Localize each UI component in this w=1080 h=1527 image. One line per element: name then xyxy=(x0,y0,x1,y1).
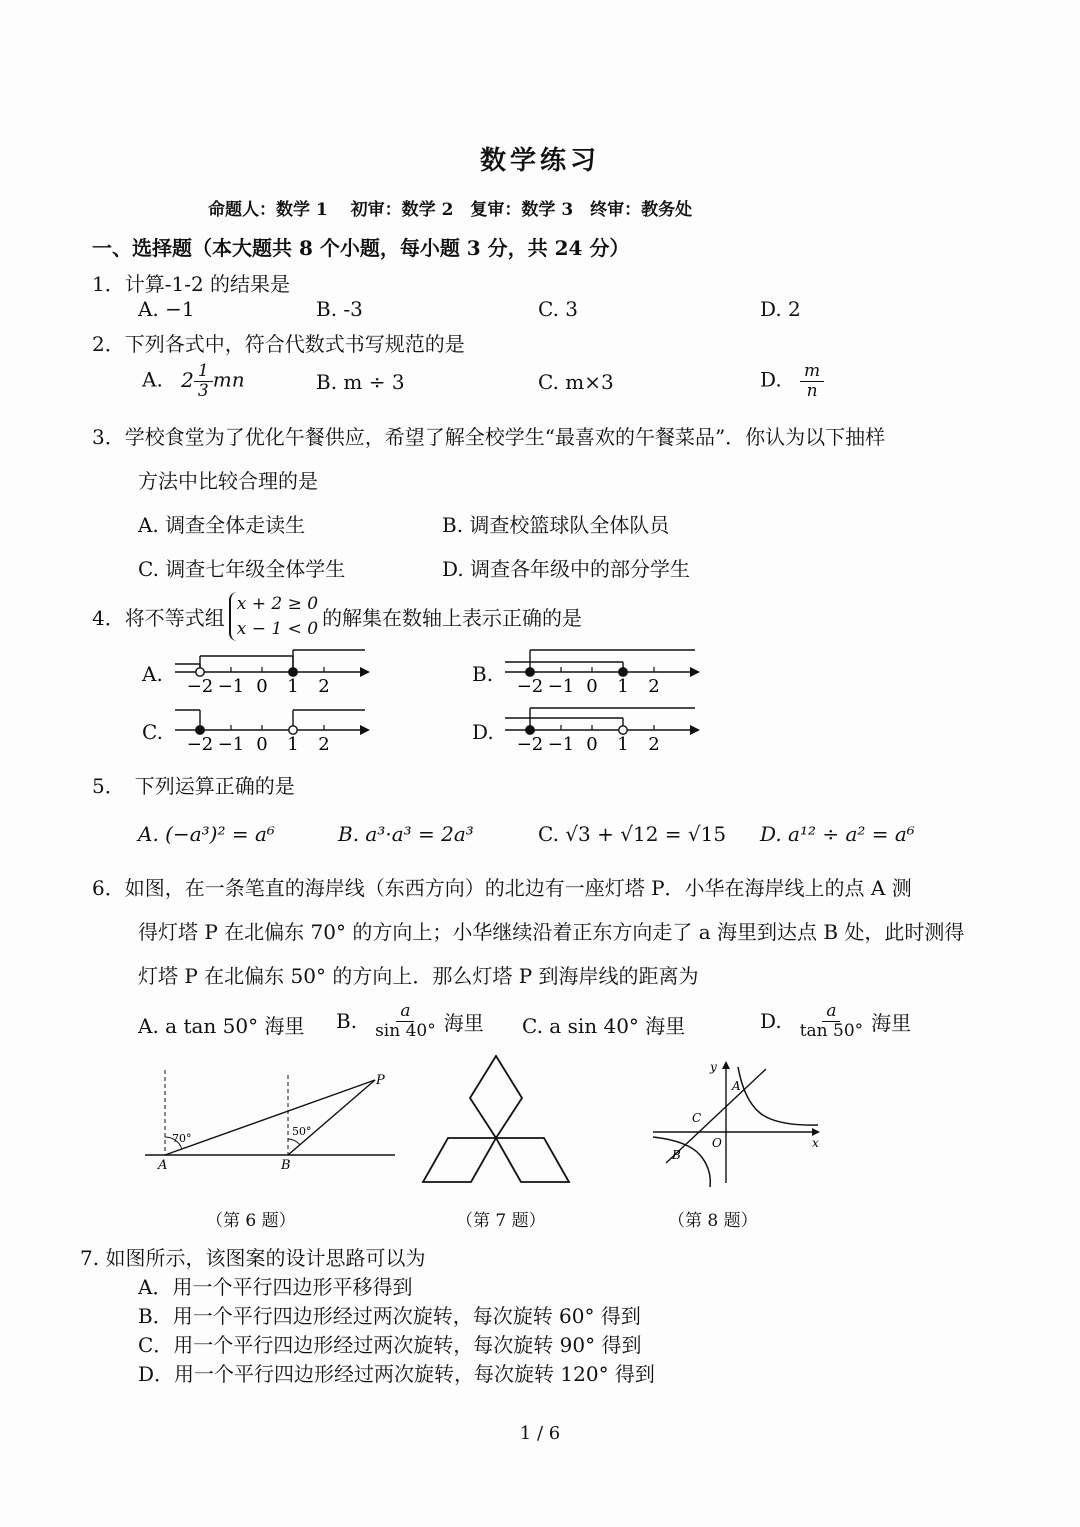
page-title: 数学练习 xyxy=(479,146,600,176)
q4d-tick-label: 1 xyxy=(617,734,629,755)
q4-option-a-label: A. xyxy=(142,662,163,686)
q4c-tick-label: −2 xyxy=(186,734,214,755)
q6-stem-line1: 6．如图，在一条笔直的海岸线（东西方向）的北边有一座灯塔 P．小华在海岸线上的点 A 测 xyxy=(92,876,912,900)
q7-option-d: D．用一个平行四边形经过两次旋转，每次旋转 120° 得到 xyxy=(138,1362,655,1386)
fig8-point-b: B xyxy=(672,1148,681,1162)
q3-stem-line2: 方法中比较合理的是 xyxy=(138,469,318,493)
q4-stem-suffix: 的解集在数轴上表示正确的是 xyxy=(322,606,583,631)
q4d-tick-label: −2 xyxy=(516,734,544,755)
q6-option-c: C. a sin 40° 海里 xyxy=(522,1014,686,1038)
q4b-endpoint xyxy=(619,668,627,676)
q5-stem: 5． 下列运算正确的是 xyxy=(92,774,295,798)
q5-option-b: B. a³·a³ = 2a³ xyxy=(338,822,474,846)
fig8-point-c: C xyxy=(692,1111,702,1125)
q6-d-num: a xyxy=(822,1002,840,1022)
q4c-arrow xyxy=(360,725,370,735)
q2-a-label: A. xyxy=(142,367,163,392)
q3-option-d: D. 调查各年级中的部分学生 xyxy=(442,557,691,581)
q6-b-num: a xyxy=(396,1002,414,1022)
q4d-endpoint xyxy=(526,726,534,734)
q6-b-den: sin 40° xyxy=(375,1020,436,1041)
section-heading: 一、选择题（本大题共 8 个小题，每小题 3 分，共 24 分） xyxy=(92,236,630,260)
q4-numberline-c xyxy=(170,698,380,760)
fig8-y-label: y xyxy=(710,1060,717,1074)
q4a-tick-label: −1 xyxy=(217,676,245,697)
q2-d-label: D. xyxy=(760,367,782,392)
q2-d-num: m xyxy=(800,362,824,382)
q6-d-label: D. xyxy=(760,1009,782,1034)
figure-6 xyxy=(140,1065,400,1180)
fig7-rhombus-right xyxy=(496,1138,569,1182)
q6-d-den: tan 50° xyxy=(799,1020,864,1041)
q4a-arrow xyxy=(360,667,370,677)
q4-inequality-2: x − 1 < 0 xyxy=(236,618,319,639)
q1-option-c: C. 3 xyxy=(538,297,579,321)
fig6-point-p: P xyxy=(376,1073,385,1088)
fig6-line-bp xyxy=(288,1080,375,1155)
fig8-caption: （第 8 题） xyxy=(668,1211,758,1231)
q6-stem-line3: 灯塔 P 在北偏东 50° 的方向上．那么灯塔 P 到海岸线的距离为 xyxy=(138,964,699,988)
q6-d-unit: 海里 xyxy=(871,1010,912,1035)
q2-a-whole: 2 xyxy=(181,367,194,392)
q4b-tick-label: −2 xyxy=(516,676,544,697)
q2-stem: 2．下列各式中，符合代数式书写规范的是 xyxy=(92,332,465,356)
q4-inequality-system xyxy=(229,592,318,641)
figure-7 xyxy=(418,1050,578,1190)
q4-option-b-label: B. xyxy=(472,662,494,686)
q4b-tick-label: 2 xyxy=(648,676,660,697)
q4b-tick-label: 1 xyxy=(617,676,629,697)
fig6-caption: （第 6 题） xyxy=(206,1211,296,1231)
q2-option-c: C. m×3 xyxy=(538,370,614,394)
q4c-tick-label: 2 xyxy=(318,734,330,755)
q2-d-fraction xyxy=(800,362,824,400)
q4-stem-prefix: 4．将不等式组 xyxy=(92,606,225,631)
q2-a-var: mn xyxy=(212,367,245,392)
q3-stem-line1: 3．学校食堂为了优化午餐供应，希望了解全校学生“最喜欢的午餐菜品”．你认为以下抽样 xyxy=(92,425,886,449)
q6-option-a: A. a tan 50° 海里 xyxy=(138,1014,305,1038)
fig8-hyperbola-q3 xyxy=(653,1137,710,1187)
q4b-endpoint xyxy=(526,668,534,676)
q4-inequality-1: x + 2 ≥ 0 xyxy=(236,594,319,614)
fig7-caption: （第 7 题） xyxy=(456,1211,546,1231)
credits-line: 命题人：数学 1 初审：数学 2 复审：数学 3 终审：教务处 xyxy=(208,200,693,220)
figure-8 xyxy=(648,1055,828,1190)
fig6-line-ap xyxy=(165,1080,375,1155)
q2-a-den: 3 xyxy=(197,380,209,401)
q4a-tick-label: 2 xyxy=(318,676,330,697)
q4a-tick-label: 1 xyxy=(287,676,299,697)
q5-option-c: C. √3 + √12 = √15 xyxy=(538,822,727,846)
fig6-angle-arc-b xyxy=(288,1139,300,1145)
fig8-origin-label: O xyxy=(712,1136,722,1150)
q6-stem-line2: 得灯塔 P 在北偏东 70° 的方向上；小华继续沿着正东方向走了 a 海里到达点 B 处，此时测得 xyxy=(138,920,965,944)
fig8-y-arrow xyxy=(722,1061,730,1069)
q6-option-b xyxy=(336,1002,484,1040)
q4b-arrow xyxy=(690,667,700,677)
q4d-tick-label: 2 xyxy=(648,734,660,755)
q1-option-d: D. 2 xyxy=(760,297,801,321)
q3-option-c: C. 调查七年级全体学生 xyxy=(138,557,346,581)
fig6-point-b: B xyxy=(281,1158,291,1173)
q6-option-d xyxy=(760,1002,911,1040)
q4c-endpoint xyxy=(196,726,204,734)
q1-stem: 1．计算-1-2 的结果是 xyxy=(92,272,291,296)
q6-b-label: B. xyxy=(336,1009,358,1034)
q7-option-a: A．用一个平行四边形平移得到 xyxy=(138,1275,413,1299)
q4-numberline-a xyxy=(170,640,380,702)
q7-stem: 7. 如图所示，该图案的设计思路可以为 xyxy=(80,1246,426,1270)
q4d-tick-label: 0 xyxy=(586,734,598,755)
q2-a-fraction xyxy=(194,362,213,400)
q4a-tick-label: −2 xyxy=(186,676,214,697)
q4a-endpoint xyxy=(196,668,204,676)
q7-option-c: C．用一个平行四边形经过两次旋转，每次旋转 90° 得到 xyxy=(138,1333,642,1357)
q4-numberline-b xyxy=(500,640,710,702)
fig7-rhombus-top xyxy=(470,1056,522,1138)
fig8-point-a: A xyxy=(732,1079,741,1093)
q2-a-num: 1 xyxy=(194,362,213,382)
q4-stem xyxy=(92,592,582,641)
q4a-endpoint xyxy=(289,668,297,676)
q2-option-b: B. m ÷ 3 xyxy=(316,370,405,394)
q4d-tick-label: −1 xyxy=(547,734,575,755)
q4c-endpoint xyxy=(289,726,297,734)
q4-numberline-d xyxy=(500,698,710,760)
q1-option-a: A. −1 xyxy=(138,297,195,321)
fig6-angle-a-label: 70° xyxy=(172,1132,192,1145)
q4b-tick-label: −1 xyxy=(547,676,575,697)
q5-option-d: D. a¹² ÷ a² = a⁶ xyxy=(760,822,915,846)
q4c-tick-label: 1 xyxy=(287,734,299,755)
q4d-endpoint xyxy=(619,726,627,734)
fig7-rhombus-left xyxy=(423,1138,496,1182)
q4d-arrow xyxy=(690,725,700,735)
q2-option-a xyxy=(142,362,245,400)
q4c-tick-label: 0 xyxy=(256,734,268,755)
q4b-tick-label: 0 xyxy=(586,676,598,697)
q2-option-d xyxy=(760,362,824,400)
fig8-x-arrow xyxy=(812,1128,820,1136)
q4-option-c-label: C. xyxy=(142,720,163,744)
q5-option-a: A. (−a³)² = a⁶ xyxy=(138,822,275,846)
q3-option-b: B. 调查校篮球队全体队员 xyxy=(442,513,670,537)
q4-option-d-label: D. xyxy=(472,720,494,744)
q6-b-fraction xyxy=(371,1002,440,1040)
q2-d-den: n xyxy=(806,380,818,401)
q4c-tick-label: −1 xyxy=(217,734,245,755)
fig8-hyperbola-q1 xyxy=(738,1067,818,1125)
fig6-angle-b-label: 50° xyxy=(292,1125,312,1138)
q3-option-a: A. 调查全体走读生 xyxy=(138,513,306,537)
q7-option-b: B．用一个平行四边形经过两次旋转，每次旋转 60° 得到 xyxy=(138,1304,641,1328)
q6-b-unit: 海里 xyxy=(443,1010,484,1035)
q6-d-fraction xyxy=(796,1002,867,1040)
q4a-tick-label: 0 xyxy=(256,676,268,697)
fig8-x-label: x xyxy=(812,1136,819,1150)
page-number: 1 / 6 xyxy=(519,1423,561,1444)
q1-option-b: B. -3 xyxy=(316,297,363,321)
fig6-point-a: A xyxy=(158,1158,168,1173)
